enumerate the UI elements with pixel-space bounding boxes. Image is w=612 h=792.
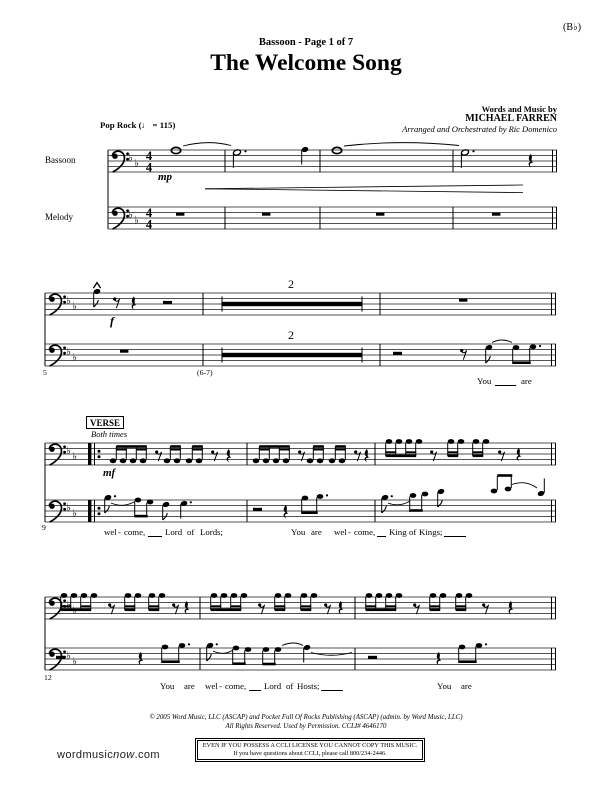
svg-text:4: 4 xyxy=(145,149,153,163)
eighth-rest xyxy=(324,603,331,614)
lyric-token: of xyxy=(409,527,417,537)
lyric-extender xyxy=(377,536,386,537)
lyric-token: come, xyxy=(124,527,146,537)
lyric-token: You xyxy=(160,681,175,691)
beamed-pair xyxy=(513,344,541,364)
svg-text:♭: ♭ xyxy=(128,152,133,164)
lyric-token: Kings; xyxy=(419,527,443,537)
lyric-token: of xyxy=(187,527,195,537)
multirest-number-top: 2 xyxy=(288,277,294,291)
bass-clef-icon xyxy=(49,444,66,465)
quarter-rest xyxy=(227,449,232,462)
slur xyxy=(213,650,233,653)
lyric-token: You xyxy=(437,681,452,691)
website-url-part: wordmusic xyxy=(57,749,114,761)
beamed-pair xyxy=(459,643,487,663)
whole-note xyxy=(171,147,180,153)
bass-clef-icon xyxy=(49,501,66,522)
website-url-part: now xyxy=(113,749,135,761)
lyric-token: are xyxy=(461,681,472,691)
svg-text:♭: ♭ xyxy=(72,351,77,364)
dotted-eighth-note xyxy=(104,494,112,513)
system-1-melody-staff xyxy=(108,206,557,232)
part-page-label: Bassoon - Page 1 of 7 xyxy=(258,37,354,48)
copyright-line-2: All Rights Reserved. Used by Permission. CCLI# 4646170 xyxy=(225,722,387,730)
svg-text:♭: ♭ xyxy=(66,445,71,457)
svg-text:4: 4 xyxy=(145,160,153,175)
ccli-license-box xyxy=(195,738,425,762)
beamed-pair xyxy=(410,492,429,512)
half-rest xyxy=(163,301,172,304)
bass-clef-icon xyxy=(49,294,66,315)
credit-composer: MICHAEL FARREN xyxy=(465,113,557,124)
bass-clef-icon xyxy=(49,345,66,366)
lyric-token: Lord xyxy=(264,681,282,691)
quarter-note xyxy=(537,479,545,497)
ccli-license-line-2: If you have questions about CCLI, please call 800/234-2446. xyxy=(233,749,387,757)
svg-text:♭: ♭ xyxy=(66,650,71,662)
svg-text:♭: ♭ xyxy=(72,655,77,668)
system-2 xyxy=(45,283,556,366)
whole-rest xyxy=(262,213,270,216)
lyric-token: - xyxy=(118,527,121,537)
page-title: The Welcome Song xyxy=(210,50,402,76)
bass-clef-icon xyxy=(112,151,129,172)
eighth-rest xyxy=(413,603,420,614)
lyric-token: come, xyxy=(225,681,247,691)
lyric-token: wel xyxy=(104,527,117,537)
lyric-token: You xyxy=(477,376,492,386)
system-2-bassoon-staff xyxy=(45,283,556,315)
transposition-label: (B♭) xyxy=(563,22,582,33)
measure-number-12: 12 xyxy=(44,673,52,682)
svg-text:4: 4 xyxy=(145,206,153,220)
half-rest xyxy=(393,352,402,355)
lyric-token: Lord xyxy=(165,527,183,537)
eighth-rest xyxy=(113,297,120,308)
lyric-token: of xyxy=(286,681,294,691)
lyric-extender xyxy=(444,536,466,537)
svg-text:♭: ♭ xyxy=(134,214,139,227)
svg-text:♭: ♭ xyxy=(66,346,71,358)
website-url-part: .com xyxy=(134,749,160,761)
eighth-rest xyxy=(172,603,179,614)
whole-rest xyxy=(176,213,184,216)
svg-text:♭: ♭ xyxy=(72,507,77,520)
lyric-token: King xyxy=(389,527,407,537)
whole-rest xyxy=(120,350,128,353)
bass-clef-icon xyxy=(49,649,66,670)
slur xyxy=(111,502,134,505)
lyric-token: are xyxy=(184,681,195,691)
slur xyxy=(388,501,410,505)
svg-text:♭: ♭ xyxy=(66,599,71,611)
quarter-rest xyxy=(365,449,370,462)
tie xyxy=(344,143,459,146)
system-1-bassoon-staff xyxy=(108,143,557,193)
beamed-pair xyxy=(233,646,252,665)
dotted-eighth-note xyxy=(206,642,214,661)
system-3-bassoon-staff xyxy=(45,439,556,465)
lyric-token: You xyxy=(291,527,306,537)
beamed-pair xyxy=(263,647,282,665)
bass-clef-icon xyxy=(112,208,129,229)
system-1 xyxy=(108,143,557,232)
system-4-bassoon-staff xyxy=(45,593,556,619)
eighth-rest xyxy=(108,603,115,614)
eighth-rest xyxy=(482,603,489,614)
eighth-note xyxy=(437,488,445,507)
multirest-number-bottom: 2 xyxy=(288,328,294,342)
whole-rest xyxy=(376,213,384,216)
beamed-pair xyxy=(162,643,190,663)
website-url xyxy=(57,750,160,762)
lyric-extender xyxy=(495,385,516,386)
credit-arranger: Arranged and Orchestrated by Ric Domenico xyxy=(402,124,557,134)
tie xyxy=(183,143,231,146)
measure-range-6-7: (6-7) xyxy=(197,368,213,377)
dynamic-mf: mf xyxy=(103,467,116,479)
lyric-token: are xyxy=(521,376,532,386)
rehearsal-mark-verse: VERSE xyxy=(86,416,124,429)
system-3-melody-staff xyxy=(45,474,556,522)
eighth-rest xyxy=(258,603,265,614)
system-4 xyxy=(45,593,556,670)
half-rest xyxy=(368,656,377,659)
lyric-extender xyxy=(321,690,343,691)
lyric-token: wel xyxy=(334,527,347,537)
beamed-pair-high xyxy=(491,474,513,493)
whole-rest xyxy=(459,299,467,302)
whole-rest xyxy=(492,213,500,216)
lyric-token: wel xyxy=(205,681,218,691)
whole-note xyxy=(332,147,341,153)
dotted-quarter-note xyxy=(180,500,188,518)
svg-text:♭: ♭ xyxy=(66,295,71,307)
lyric-token: are xyxy=(311,527,322,537)
marcato-accent xyxy=(93,283,100,289)
dynamic-mp: mp xyxy=(158,171,173,183)
lyric-token: Lords; xyxy=(200,527,223,537)
system-3 xyxy=(45,439,556,522)
svg-text:♭: ♭ xyxy=(72,450,77,463)
svg-text:♭: ♭ xyxy=(134,157,139,170)
svg-text:4: 4 xyxy=(145,217,153,232)
svg-text:♭: ♭ xyxy=(72,300,77,313)
svg-text:♭: ♭ xyxy=(66,502,71,514)
system-4-melody-staff xyxy=(45,642,556,670)
measure-number-5: 5 xyxy=(43,368,47,377)
half-rest xyxy=(56,656,65,659)
ccli-license-line-1: EVEN IF YOU POSSESS A CCLI LICENSE YOU CANNOT COPY THIS MUSIC. xyxy=(202,742,418,749)
direction-both-times: Both times xyxy=(91,429,128,439)
lyric-extender xyxy=(249,690,261,691)
copyright-line-1: © 2005 Word Music, LLC (ASCAP) and Pocket Full Of Rocks Publishing (ASCAP) (admin. by Word Music, LLC) xyxy=(149,714,463,721)
svg-text:♭: ♭ xyxy=(128,209,133,221)
half-rest xyxy=(253,508,262,511)
slur xyxy=(282,643,303,646)
lyric-extender xyxy=(148,536,162,537)
measure-number-9: 9 xyxy=(42,523,46,532)
slur xyxy=(512,483,537,488)
system-2-melody-staff xyxy=(45,340,556,366)
lyric-token: - xyxy=(219,681,222,691)
dynamic-f: f xyxy=(110,314,114,328)
lyric-token: Hosts; xyxy=(297,681,320,691)
dotted-eighth-note xyxy=(381,494,389,513)
staff-label-bassoon: Bassoon xyxy=(45,155,76,165)
credit-words-music-by: Words and Music by xyxy=(481,104,557,114)
crescendo-hairpin xyxy=(205,185,523,193)
tie xyxy=(492,340,512,343)
lyric-token: - xyxy=(348,527,351,537)
lyric-token: come, xyxy=(354,527,376,537)
beamed-pair xyxy=(135,498,154,518)
tempo-marking: Pop Rock (♩ = 115) xyxy=(100,120,176,130)
eighth-note xyxy=(162,501,170,520)
eighth-rest xyxy=(460,349,467,360)
staff-label-melody: Melody xyxy=(45,212,73,222)
